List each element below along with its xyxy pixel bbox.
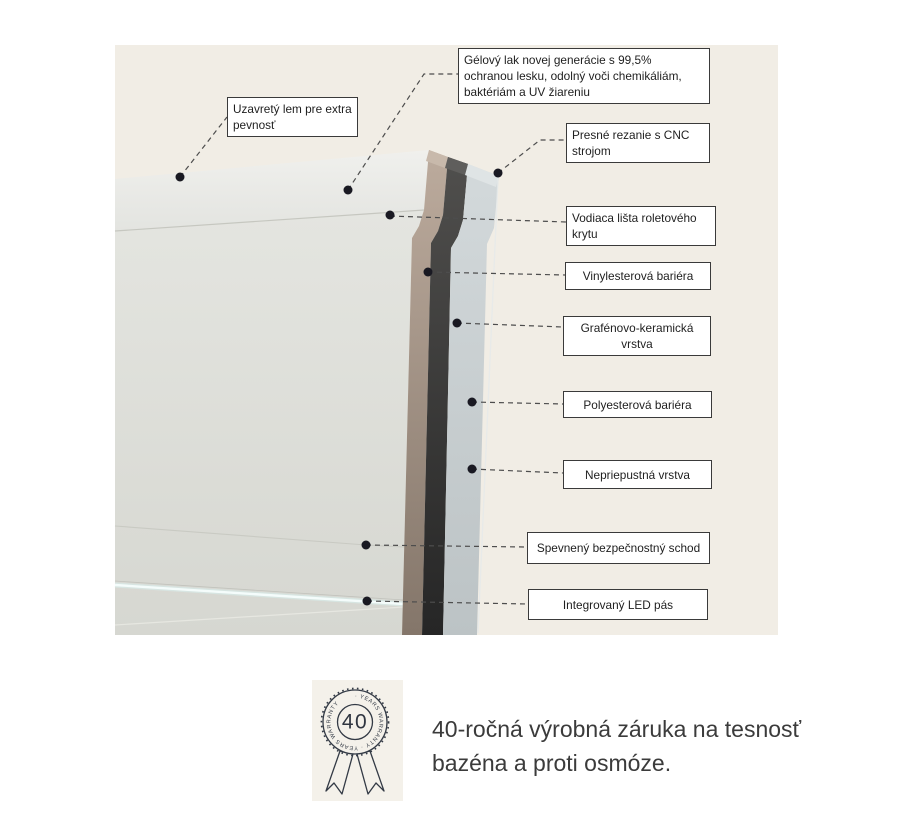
callout-cnc-cutting <box>566 123 710 163</box>
warranty-caption: 40-ročná výrobná záruka na tesnosť bazéna a proti osmóze. <box>432 716 802 776</box>
callout-gel-coat <box>458 48 710 104</box>
callout-led-strip-label: Integrovaný LED pás <box>562 597 674 612</box>
callout-led-strip <box>528 589 708 620</box>
callout-impermeable <box>563 460 712 489</box>
callout-impermeable-label: Nepriepustná vrstva <box>585 467 690 482</box>
callout-polyester-label: Polyesterová bariéra <box>583 397 692 412</box>
dot-impermeable <box>468 465 477 474</box>
warranty-badge <box>312 680 403 801</box>
dot-graphene <box>453 319 462 328</box>
callout-closed-rim-label: Uzavretý lem pre extra pevnosť <box>233 102 352 132</box>
dot-vinylester <box>424 268 433 277</box>
callout-graphene-label: Grafénovo-keramická vrstva <box>580 321 694 351</box>
callout-vinylester-label: Vinylesterová bariéra <box>582 269 694 283</box>
dot-led-strip <box>363 597 372 606</box>
dot-safety-step <box>362 541 371 550</box>
callout-guide-rail <box>566 206 716 246</box>
callout-closed-rim <box>227 97 358 137</box>
dot-polyester <box>468 398 477 407</box>
callout-vinylester <box>565 262 711 290</box>
shell-main-wall <box>115 210 424 635</box>
callout-safety-step-label: Spevnený bezpečnostný schod <box>536 541 701 555</box>
callout-gel-coat-label: Gélový lak novej generácie s 99,5% ochranou lesku, odolný voči chemikáliám, baktériám a UV žiareniu <box>464 53 682 99</box>
callout-graphene <box>563 316 711 356</box>
callout-guide-rail-label: Vodiaca lišta roletového krytu <box>572 211 697 241</box>
callout-polyester <box>563 391 712 418</box>
callout-cnc-cutting-label: Presné rezanie s CNC strojom <box>572 128 690 158</box>
dot-closed-rim <box>176 173 185 182</box>
callout-safety-step <box>527 532 710 564</box>
rosette-number: 40 <box>341 710 369 734</box>
dot-cnc-cutting <box>494 169 503 178</box>
dot-guide-rail <box>386 211 395 220</box>
dot-gel-coat <box>344 186 353 195</box>
rosette-ring-text: · YEARS WARRANTY · YEARS WARRANTY <box>326 693 384 751</box>
